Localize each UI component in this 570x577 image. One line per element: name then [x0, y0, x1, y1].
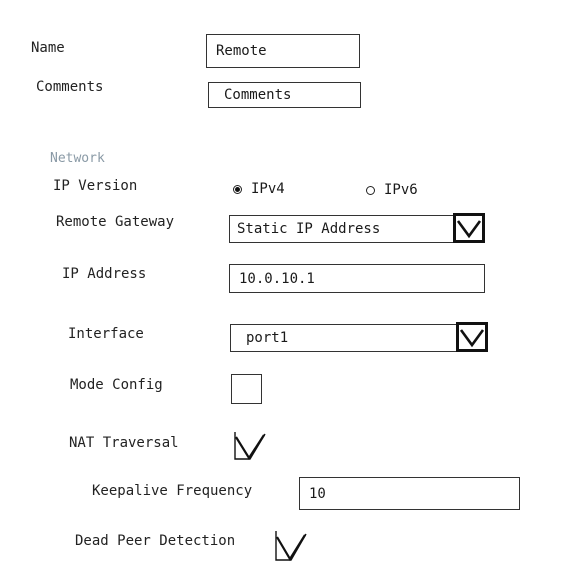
name-label: Name — [31, 40, 65, 56]
ip-version-label: IP Version — [53, 178, 138, 194]
ipv4-radio-label: IPv4 — [251, 181, 285, 197]
ipv6-radio-label: IPv6 — [384, 182, 418, 198]
checkmark-icon — [233, 431, 267, 461]
keepalive-frequency-input[interactable] — [299, 477, 520, 510]
keepalive-frequency-label: Keepalive Frequency — [92, 483, 253, 499]
nat-traversal-checkbox[interactable] — [233, 431, 267, 461]
remote-gateway-dropdown-button[interactable] — [453, 213, 485, 243]
interface-select[interactable] — [230, 324, 486, 352]
comments-input[interactable] — [208, 82, 361, 108]
interface-dropdown-button[interactable] — [456, 322, 488, 352]
name-input[interactable] — [206, 34, 360, 68]
ipv4-radio-option[interactable] — [233, 181, 285, 197]
ip-address-value: 10.0.10.1 — [239, 270, 315, 287]
comments-label: Comments — [36, 79, 104, 95]
network-section-label: Network — [50, 151, 105, 166]
mode-config-checkbox[interactable] — [231, 374, 262, 404]
ipv4-radio-button[interactable] — [233, 185, 242, 194]
remote-gateway-select[interactable] — [229, 215, 483, 243]
remote-gateway-label: Remote Gateway — [56, 214, 175, 230]
name-input-value: Remote — [216, 43, 267, 59]
interface-label: Interface — [68, 326, 144, 342]
ipv6-radio-button[interactable] — [366, 186, 375, 195]
ipv6-radio-option[interactable] — [366, 182, 418, 198]
remote-gateway-value: Static IP Address — [237, 221, 381, 237]
comments-input-value: Comments — [224, 87, 292, 103]
chevron-down-icon — [456, 216, 482, 240]
checkmark-icon — [274, 530, 308, 562]
mode-config-label: Mode Config — [70, 377, 163, 393]
interface-value: port1 — [246, 330, 289, 346]
chevron-down-icon — [459, 325, 485, 349]
dead-peer-detection-label: Dead Peer Detection — [75, 533, 236, 549]
ip-address-input[interactable] — [229, 264, 485, 293]
dead-peer-detection-checkbox[interactable] — [274, 530, 308, 562]
nat-traversal-label: NAT Traversal — [69, 435, 179, 451]
ip-address-label: IP Address — [62, 266, 147, 282]
keepalive-frequency-value: 10 — [309, 485, 326, 502]
